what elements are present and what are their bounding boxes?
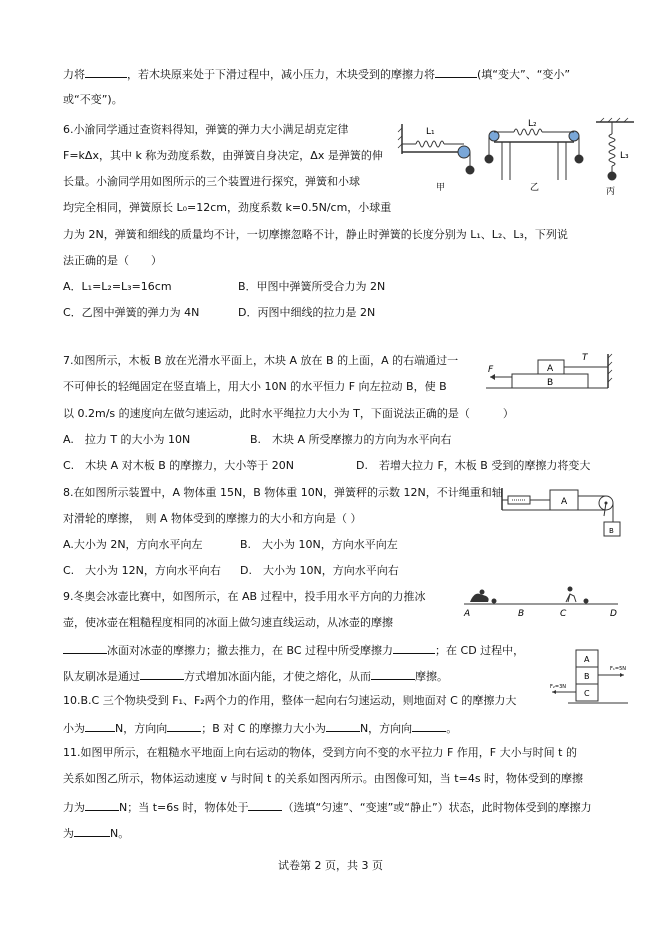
q6-label-l1: L₁ <box>426 127 435 137</box>
q7-label-a: A <box>547 364 554 374</box>
q11-line4-a: 为 <box>63 827 74 840</box>
q8-label-b: B <box>609 527 614 535</box>
q9-label-d: D <box>610 609 617 619</box>
q5-blank-1 <box>85 66 127 78</box>
q7-option-b: B. 木块 A 所受摩擦力的方向为水平向右 <box>250 433 452 446</box>
q9-label-c: C <box>560 609 567 619</box>
q10-line2-a: 小为 <box>63 722 85 735</box>
q7-option-d: D. 若增大拉力 F，木板 B 受到的摩擦力将变大 <box>356 459 591 472</box>
q9-figure <box>462 584 620 618</box>
q9-line1: 9.冬奥会冰壶比赛中，如图所示，在 AB 过程中，投手用水平方向的力推冰 <box>63 590 426 603</box>
q11-line4 <box>63 825 129 841</box>
q9-blank-4 <box>371 668 415 680</box>
q9-line3-b: 冰面对冰壶的摩擦力；撤去推力，在 BC 过程中所受摩擦力 <box>107 644 394 657</box>
q6-option-b: B．甲图中弹簧所受合力为 2N <box>238 280 386 293</box>
q10-label-f1: F₁=5N <box>610 666 626 672</box>
q6-line2: F=kΔx，其中 k 称为劲度系数，由弹簧自身决定，Δx 是弹簧的伸 <box>63 149 383 162</box>
q7-option-c: C. 木块 A 对木板 B 的摩擦力，大小等于 20N <box>63 459 294 472</box>
q5-blank-2 <box>435 66 477 78</box>
q9-blank-3 <box>140 668 184 680</box>
q9-label-b: B <box>518 609 525 619</box>
q8-option-b: B. 大小为 10N，方向水平向左 <box>240 538 398 551</box>
q8-figure <box>500 482 622 540</box>
q8-label-a: A <box>561 497 568 507</box>
page-footer: 试卷第 2 页，共 3 页 <box>278 859 383 872</box>
q6-label-l3: L₃ <box>620 151 629 161</box>
q10-blank-3 <box>326 720 360 732</box>
q11-line3-c: （选填“匀速”、“变速”或“静止”）状态，此时物体受到的摩擦力 <box>282 801 592 814</box>
q9-line2: 壶，使冰壶在粗糙程度相同的冰面上做匀速直线运动，从冰壶的摩擦 <box>63 616 393 629</box>
q6-label-yi: 乙 <box>530 183 540 193</box>
q9-line4-c: 摩擦。 <box>415 670 448 683</box>
q7-figure <box>486 350 616 394</box>
q5-line1-a: 力将 <box>63 68 85 81</box>
q10-blank-2 <box>167 720 201 732</box>
q7-label-t: T <box>582 353 588 363</box>
q10-blank-1 <box>85 720 115 732</box>
q6-line5: 力为 2N，弹簧和细线的质量均不计，一切摩擦忽略不计，静止时弹簧的长度分别为 L₁、L₂、L₃，下列说 <box>63 228 568 241</box>
q8-line1: 8.在如图所示装置中，A 物体重 15N，B 物体重 10N，弹簧秤的示数 12N，不计绳重和轴 <box>63 486 503 499</box>
q11-blank-2 <box>248 799 282 811</box>
q6-label-jia: 甲 <box>436 183 446 193</box>
q7-option-a: A. 拉力 T 的大小为 10N <box>63 433 191 446</box>
q8-option-c: C. 大小为 12N，方向水平向右 <box>63 564 221 577</box>
q6-label-bing: 丙 <box>606 187 616 197</box>
q5-line2: 或“不变”)。 <box>63 93 123 106</box>
q10-line2-d: N，方向向 <box>359 722 413 735</box>
q9-line3 <box>63 642 524 658</box>
q8-option-a: A.大小为 2N，方向水平向左 <box>63 538 203 551</box>
q6-figure <box>398 118 638 196</box>
q5-line1 <box>63 66 570 82</box>
q9-blank-1 <box>63 642 107 654</box>
q10-line2 <box>63 720 457 736</box>
q6-line6: 法正确的是（ ） <box>63 254 162 267</box>
q11-blank-1 <box>85 799 119 811</box>
q7-label-b: B <box>547 378 554 388</box>
q8-option-d: D. 大小为 10N，方向水平向右 <box>240 564 399 577</box>
q10-line2-c: ；B 对 C 的摩擦力大小为 <box>201 722 326 735</box>
q11-line4-b: N。 <box>110 827 130 840</box>
q10-line2-e: 。 <box>446 722 458 735</box>
q9-line3-d: ；在 CD 过程中， <box>435 644 525 657</box>
q10-label-a: A <box>584 655 590 664</box>
q11-line1: 11.如图甲所示，在粗糙水平地面上向右运动的物体，受到方向不变的水平拉力 F 作用，F 大小与时间 t 的 <box>63 746 577 759</box>
q11-line3-b: N；当 t=6s 时，物体处于 <box>119 801 249 814</box>
q5-line1-c: (填“变大”、“变小” <box>477 68 571 81</box>
q10-line1: 10.B.C 三个物块受到 F₁、F₂两个力的作用，整体一起向右匀速运动，则地面对 C 的摩擦力大 <box>63 694 517 707</box>
q6-option-d: D．丙图中细线的拉力是 2N <box>238 306 376 319</box>
q9-label-a: A <box>464 609 471 619</box>
q7-label-f: F <box>488 365 494 375</box>
q7-line1: 7.如图所示，木板 B 放在光滑水平面上，木块 A 放在 B 的上面，A 的右端通过一 <box>63 354 459 367</box>
q7-line2: 不可伸长的轻绳固定在竖直墙上，用大小 10N 的水平恒力 F 向左拉动 B，使 B <box>63 380 447 393</box>
q6-option-a: A．L₁=L₂=L₃=16cm <box>63 280 172 293</box>
q5-line1-b: ，若木块原来处于下滑过程中，减小压力，木块受到的摩擦力将 <box>127 68 435 81</box>
q10-label-c: C <box>584 689 590 698</box>
q10-line2-b: N，方向向 <box>115 722 168 735</box>
q6-label-l2: L₂ <box>528 119 537 129</box>
q9-line4-b: 方式增加冰面内能，才使之熔化，从而 <box>184 670 371 683</box>
q10-label-b: B <box>584 672 590 681</box>
q11-line3-a: 力为 <box>63 801 85 814</box>
q10-figure <box>548 648 648 706</box>
q10-blank-4 <box>412 720 446 732</box>
q11-blank-3 <box>74 825 110 837</box>
q9-blank-2 <box>393 642 435 654</box>
q9-line4 <box>63 668 448 684</box>
q11-line3 <box>63 799 592 815</box>
q10-label-f2: F₂=3N <box>550 684 566 690</box>
q6-option-c: C．乙图中弹簧的弹力为 4N <box>63 306 200 319</box>
q11-line2: 关系如图乙所示，物体运动速度 v 与时间 t 的关系如图丙所示。由图像可知，当 t=4s 时，物体受到的摩擦 <box>63 772 584 785</box>
q6-line4: 均完全相同，弹簧原长 L₀=12cm，劲度系数 k=0.5N/cm，小球重 <box>63 201 392 214</box>
q7-line3: 以 0.2m/s 的速度向左做匀速运动，此时水平绳拉力大小为 T，下面说法正确的是（ ） <box>63 407 514 420</box>
q6-line1: 6.小渝同学通过查资料得知，弹簧的弹力大小满足胡克定律 <box>63 123 349 136</box>
q9-line4-a: 队友刷冰是通过 <box>63 670 140 683</box>
q6-line3: 长量。小渝同学用如图所示的三个装置进行探究，弹簧和小球 <box>63 175 360 188</box>
q8-line2: 对滑轮的摩擦， 则 A 物体受到的摩擦力的大小和方向是（ ） <box>63 512 362 525</box>
